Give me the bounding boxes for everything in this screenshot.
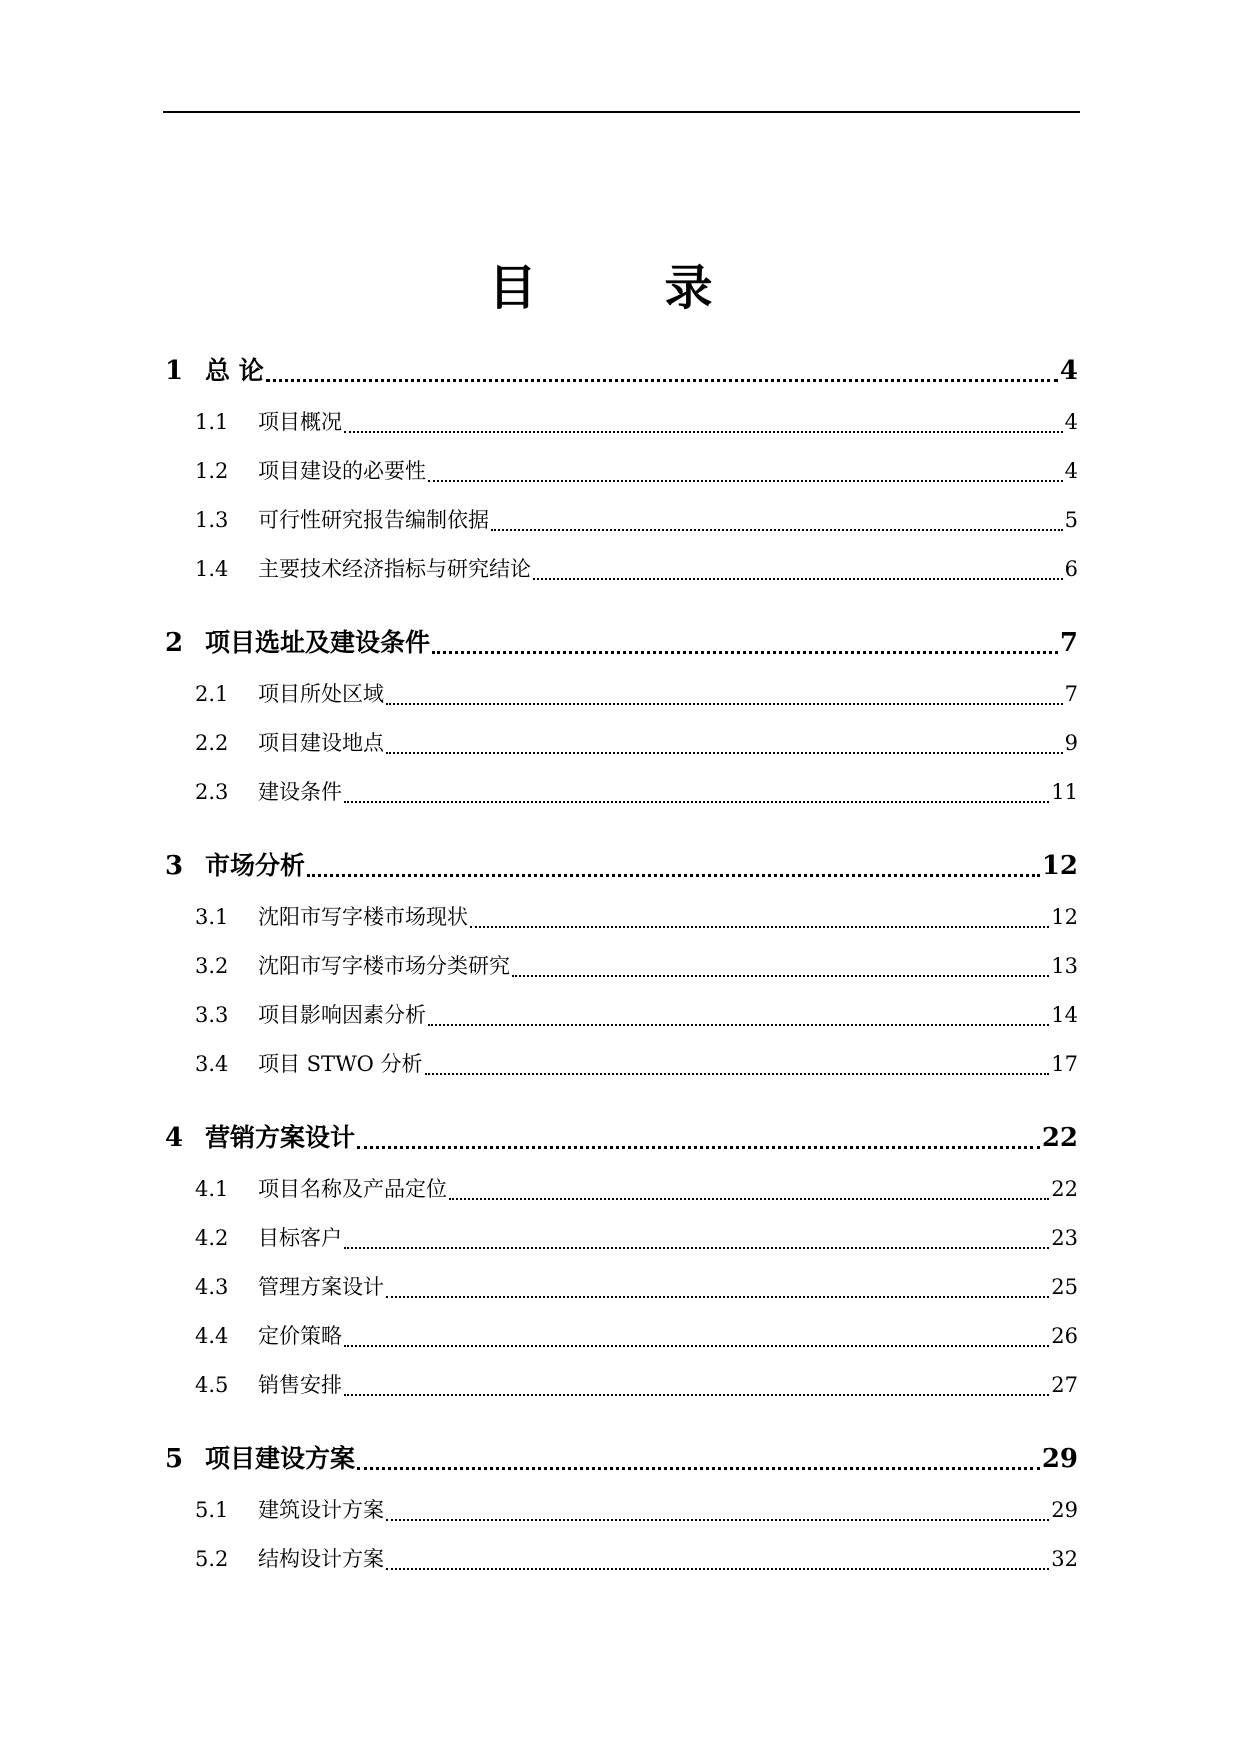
subsection-number: 5.2 — [195, 1547, 229, 1571]
page-number: 23 — [1051, 1226, 1078, 1250]
toc-subsection-entry[interactable] — [165, 1165, 1078, 1214]
page-number: 4 — [1059, 356, 1078, 386]
subsection-number: 3.3 — [195, 1003, 229, 1027]
toc-subsection-entry[interactable] — [165, 719, 1078, 768]
subsection-number: 2.1 — [195, 682, 229, 706]
dot-leader — [432, 616, 1058, 670]
dot-leader — [344, 398, 1063, 447]
chapter-title: 项目建设方案 — [205, 1444, 356, 1473]
chapter-title: 营销方案设计 — [205, 1123, 356, 1152]
toc-subsection-entry[interactable] — [165, 1486, 1078, 1535]
toc-section-2 — [165, 616, 1078, 817]
dot-leader — [428, 447, 1063, 496]
page-number: 13 — [1051, 954, 1078, 978]
dot-leader — [533, 545, 1063, 594]
subsection-number: 1.2 — [195, 459, 229, 483]
subsection-number: 2.2 — [195, 731, 229, 755]
subsection-title: 沈阳市写字楼市场现状 — [258, 905, 468, 929]
toc-subsection-entry[interactable] — [165, 942, 1078, 991]
dot-leader — [344, 1312, 1049, 1361]
dot-leader — [512, 942, 1049, 991]
toc-subsection-entry[interactable] — [165, 545, 1078, 594]
toc-chapter-entry[interactable] — [165, 839, 1078, 893]
toc-chapter-entry[interactable] — [165, 616, 1078, 670]
subsection-title: 项目名称及产品定位 — [258, 1177, 447, 1201]
toc-subsection-entry[interactable] — [165, 398, 1078, 447]
toc-section-4 — [165, 1111, 1078, 1410]
subsection-title: 项目建设地点 — [258, 731, 384, 755]
subsection-number: 4.1 — [195, 1177, 229, 1201]
subsection-title: 定价策略 — [258, 1324, 342, 1348]
page-number: 12 — [1051, 905, 1078, 929]
toc-subsection-entry[interactable] — [165, 447, 1078, 496]
toc-subsection-entry[interactable] — [165, 991, 1078, 1040]
dot-leader — [428, 991, 1049, 1040]
subsection-title: 管理方案设计 — [258, 1275, 384, 1299]
page-number: 29 — [1041, 1444, 1078, 1474]
page-number: 14 — [1051, 1003, 1078, 1027]
dot-leader — [386, 1535, 1049, 1584]
chapter-title: 项目选址及建设条件 — [205, 628, 431, 657]
toc-subsection-entry[interactable] — [165, 1312, 1078, 1361]
dot-leader — [344, 1361, 1049, 1410]
subsection-title: 项目 STWO 分析 — [258, 1052, 423, 1076]
subsection-title: 销售安排 — [258, 1373, 342, 1397]
chapter-number: 5 — [165, 1444, 184, 1474]
subsection-number: 4.5 — [195, 1373, 229, 1397]
subsection-title: 可行性研究报告编制依据 — [258, 508, 489, 532]
dot-leader — [386, 719, 1063, 768]
page-number: 4 — [1064, 459, 1078, 483]
toc-subsection-entry[interactable] — [165, 768, 1078, 817]
chapter-number: 4 — [165, 1123, 184, 1153]
dot-leader — [386, 670, 1063, 719]
dot-leader — [307, 839, 1040, 893]
dot-leader — [470, 893, 1049, 942]
page-number: 22 — [1051, 1177, 1078, 1201]
dot-leader — [386, 1263, 1049, 1312]
dot-leader — [357, 1432, 1040, 1486]
page-number: 27 — [1051, 1373, 1078, 1397]
toc-chapter-entry[interactable] — [165, 1432, 1078, 1486]
subsection-title: 建设条件 — [258, 780, 342, 804]
chapter-title: 总 论 — [205, 356, 264, 385]
toc-chapter-entry[interactable] — [165, 344, 1078, 398]
toc-section-5 — [165, 1432, 1078, 1584]
page-number: 22 — [1041, 1123, 1078, 1153]
dot-leader — [344, 1214, 1049, 1263]
toc-subsection-entry[interactable] — [165, 893, 1078, 942]
subsection-title: 项目所处区域 — [258, 682, 384, 706]
subsection-number: 3.2 — [195, 954, 229, 978]
toc-subsection-entry[interactable] — [165, 1214, 1078, 1263]
toc-title: 目 录 — [488, 260, 753, 316]
page-number: 25 — [1051, 1275, 1078, 1299]
subsection-number: 4.4 — [195, 1324, 229, 1348]
page-number: 5 — [1064, 508, 1078, 532]
dot-leader — [491, 496, 1063, 545]
dot-leader — [266, 344, 1058, 398]
chapter-number: 3 — [165, 851, 184, 881]
toc-subsection-entry[interactable] — [165, 1263, 1078, 1312]
subsection-number: 3.1 — [195, 905, 229, 929]
dot-leader — [449, 1165, 1049, 1214]
subsection-title: 建筑设计方案 — [258, 1498, 384, 1522]
subsection-number: 2.3 — [195, 780, 229, 804]
toc-subsection-entry[interactable] — [165, 1040, 1078, 1089]
page-number: 29 — [1051, 1498, 1078, 1522]
subsection-title: 主要技术经济指标与研究结论 — [258, 557, 531, 581]
subsection-title: 项目建设的必要性 — [258, 459, 426, 483]
chapter-number: 1 — [165, 356, 184, 386]
subsection-number: 3.4 — [195, 1052, 229, 1076]
table-of-contents — [165, 344, 1078, 1606]
subsection-number: 1.4 — [195, 557, 229, 581]
chapter-number: 2 — [165, 628, 184, 658]
subsection-number: 4.3 — [195, 1275, 229, 1299]
toc-subsection-entry[interactable] — [165, 496, 1078, 545]
toc-subsection-entry[interactable] — [165, 1535, 1078, 1584]
subsection-title: 项目影响因素分析 — [258, 1003, 426, 1027]
toc-section-3 — [165, 839, 1078, 1089]
page-number: 12 — [1041, 851, 1078, 881]
dot-leader — [357, 1111, 1040, 1165]
page-number: 26 — [1051, 1324, 1078, 1348]
page-number: 17 — [1051, 1052, 1078, 1076]
page-number: 6 — [1064, 557, 1078, 581]
page-number: 4 — [1064, 410, 1078, 434]
subsection-title: 结构设计方案 — [258, 1547, 384, 1571]
page-number: 11 — [1051, 780, 1078, 804]
toc-chapter-entry[interactable] — [165, 1111, 1078, 1165]
page-number: 32 — [1051, 1547, 1078, 1571]
subsection-title: 项目概况 — [258, 410, 342, 434]
dot-leader — [386, 1486, 1049, 1535]
subsection-number: 4.2 — [195, 1226, 229, 1250]
toc-section-1 — [165, 344, 1078, 594]
dot-leader — [344, 768, 1049, 817]
subsection-number: 1.1 — [195, 410, 229, 434]
subsection-number: 5.1 — [195, 1498, 229, 1522]
subsection-number: 1.3 — [195, 508, 229, 532]
page-number: 7 — [1059, 628, 1078, 658]
toc-subsection-entry[interactable] — [165, 1361, 1078, 1410]
subsection-title: 目标客户 — [258, 1226, 342, 1250]
header-rule — [163, 111, 1080, 113]
page-number: 9 — [1064, 731, 1078, 755]
chapter-title: 市场分析 — [205, 851, 306, 880]
page-number: 7 — [1064, 682, 1078, 706]
dot-leader — [425, 1040, 1050, 1089]
toc-subsection-entry[interactable] — [165, 670, 1078, 719]
subsection-title: 沈阳市写字楼市场分类研究 — [258, 954, 510, 978]
